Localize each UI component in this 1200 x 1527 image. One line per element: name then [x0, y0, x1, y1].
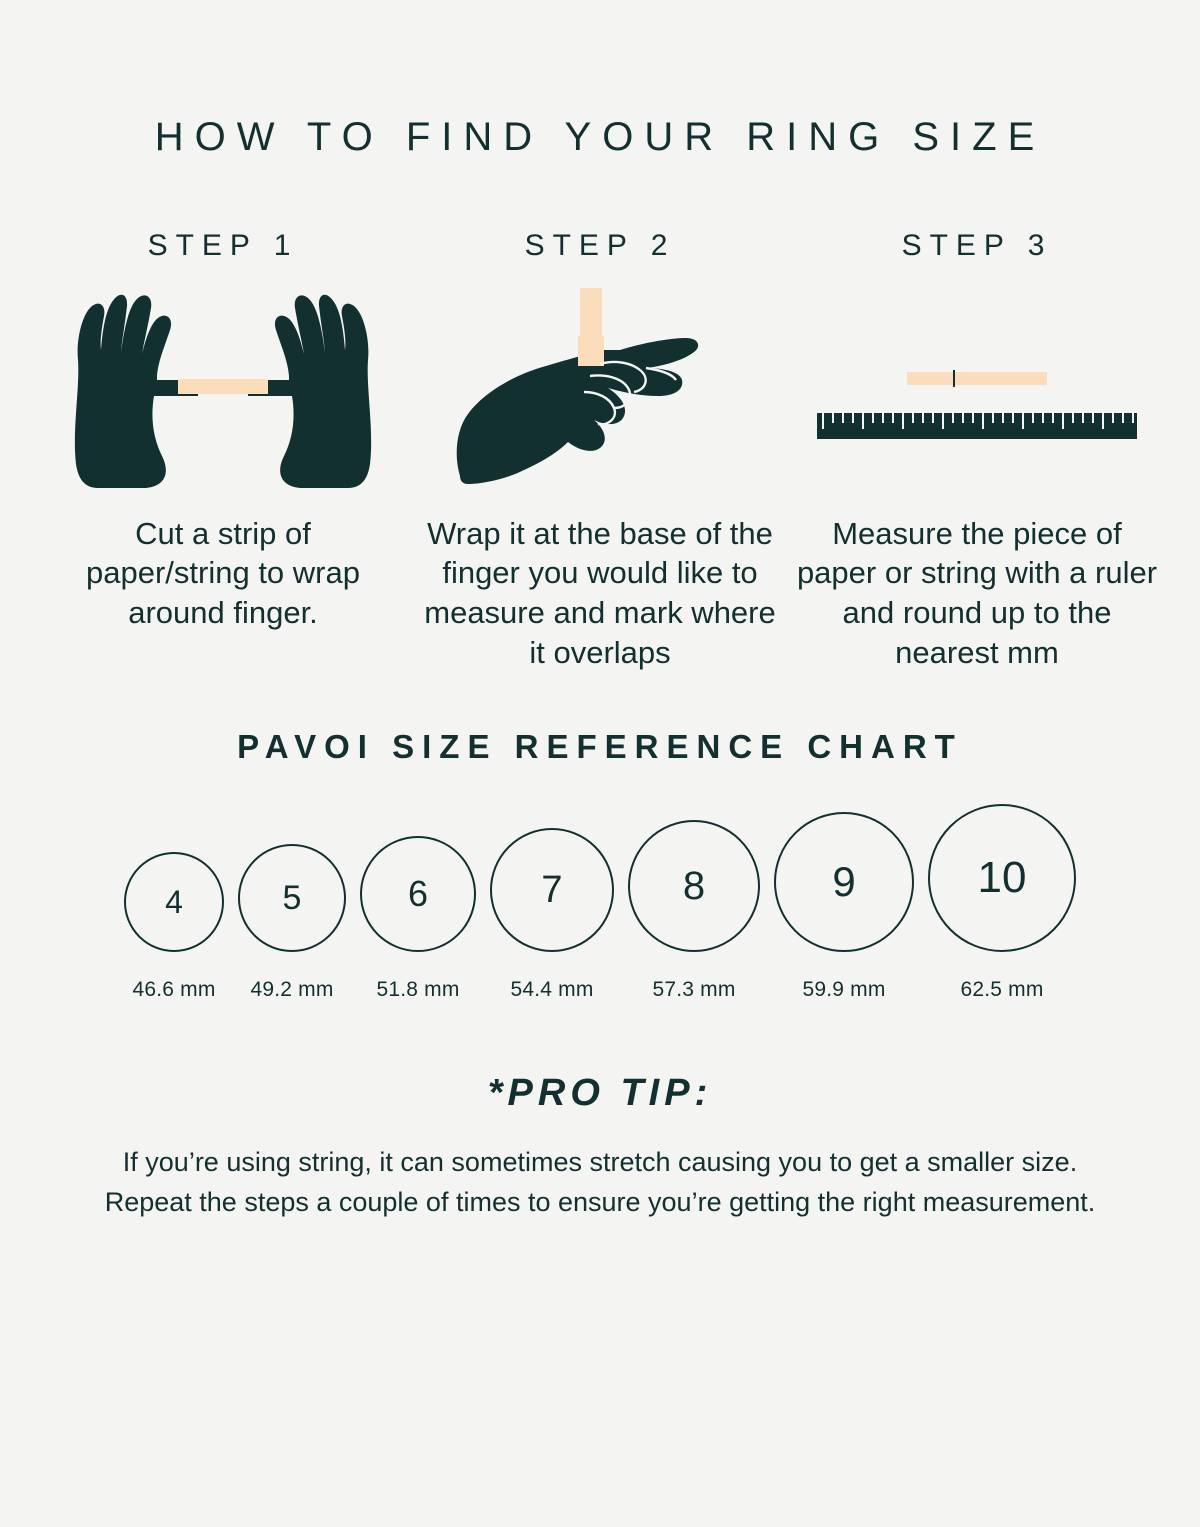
- step-3-label: STEP 3: [901, 228, 1053, 262]
- step-2-caption: Wrap it at the base of the finger you would like to measure and mark where it overlaps: [424, 515, 776, 670]
- size-circle-10: 10: [928, 804, 1076, 952]
- size-item: [238, 844, 346, 1002]
- size-item: [774, 812, 914, 1002]
- size-item: [360, 836, 476, 1002]
- size-circle-4: 4: [124, 852, 224, 952]
- size-mm-6: 51.8 mm: [376, 978, 460, 1002]
- size-item: [124, 852, 224, 1002]
- step-2-label: STEP 2: [524, 228, 676, 262]
- size-mm-5: 49.2 mm: [250, 978, 334, 1002]
- size-mm-7: 54.4 mm: [510, 978, 594, 1002]
- size-mm-10: 62.5 mm: [960, 978, 1044, 1002]
- size-item: [490, 828, 614, 1002]
- hand-wrapping-strip-around-finger-icon: [450, 273, 750, 508]
- size-chart-title: PAVOI SIZE REFERENCE CHART: [237, 728, 963, 766]
- ruler-measuring-strip-icon: [817, 273, 1137, 508]
- two-hands-holding-paper-strip-icon: [58, 273, 388, 508]
- page-title: HOW TO FIND YOUR RING SIZE: [154, 114, 1046, 159]
- step-1: [40, 229, 406, 673]
- size-mm-9: 59.9 mm: [802, 978, 886, 1002]
- steps-section: [0, 229, 1200, 673]
- size-mm-8: 57.3 mm: [652, 978, 736, 1002]
- size-circle-8: 8: [628, 820, 760, 952]
- size-circle-9: 9: [774, 812, 914, 952]
- size-mm-4: 46.6 mm: [132, 978, 216, 1002]
- step-3-caption: Measure the piece of paper or string with a ruler and round up to the nearest mm: [796, 515, 1158, 670]
- ruler-icon: [817, 399, 1137, 439]
- paper-strip: [907, 372, 1047, 385]
- size-item: [628, 820, 760, 1002]
- size-circle-7: 7: [490, 828, 614, 952]
- step-3: [794, 229, 1160, 673]
- ring-size-guide-page: [0, 27, 1200, 1527]
- size-circle-5: 5: [238, 844, 346, 952]
- size-circle-6: 6: [360, 836, 476, 952]
- size-item: [928, 804, 1076, 1002]
- step-2: [417, 229, 783, 673]
- strip-mark: [953, 370, 955, 387]
- step-1-caption: Cut a strip of paper/string to wrap around finger.: [86, 515, 360, 631]
- step-1-label: STEP 1: [147, 228, 299, 262]
- size-reference-row: [0, 804, 1200, 1002]
- pro-tip-body: If you’re using string, it can sometimes stretch causing you to get a smaller size. Repeat the steps a couple of times to ensure you’re getting the right measurement.: [104, 1147, 1096, 1217]
- pro-tip-title: *PRO TIP:: [487, 1072, 713, 1115]
